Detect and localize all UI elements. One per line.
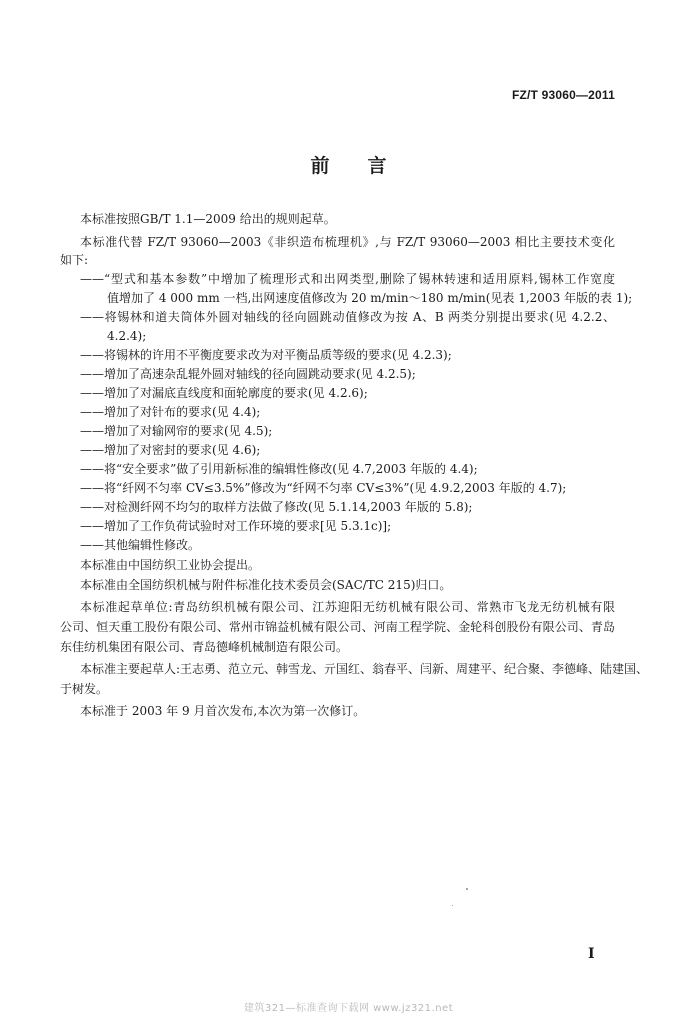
standard-code: FZ/T 93060—2011: [511, 88, 615, 102]
change-item-6: ——增加了对针布的要求(见 4.4);: [80, 405, 261, 419]
paragraph-2-line-1: 本标准代替 FZ/T 93060—2003《非织造布梳理机》,与 FZ/T 93060—2003 相比主要技术变化: [80, 235, 615, 249]
change-item-2-line-1: ——将锡林和道夫筒体外圆对轴线的径向圆跳动值修改为按 A、B 两类分别提出要求(见 4.2.2、: [80, 310, 615, 324]
scan-speck: [466, 888, 468, 890]
drafting-units-line-1: 本标准起草单位:青岛纺织机械有限公司、江苏迎阳无纺机械有限公司、常熟市飞龙无纺机械有限: [80, 600, 615, 614]
paragraph-2-line-2: 如下:: [60, 253, 89, 267]
change-item-7: ——增加了对输网帘的要求(见 4.5);: [80, 424, 273, 438]
watermark-footer[interactable]: 建筑321—标准查询下载网 www.jz321.net: [243, 1003, 454, 1014]
paragraph-proposer: 本标准由中国纺织工业协会提出。: [80, 558, 261, 572]
change-item-11: ——对检测纤网不均匀的取样方法做了修改(见 5.1.14,2003 年版的 5.8);: [80, 500, 473, 514]
page-number: I: [588, 946, 595, 962]
change-item-1-line-2: 值增加了 4 000 mm 一档,出网速度值修改为 20 m/min～180 m/min(见表 1,2003 年版的表 1);: [107, 291, 633, 305]
paragraph-1: 本标准按照GB/T 1.1—2009 给出的规则起草。: [80, 212, 336, 226]
drafters-line-2: 于树发。: [60, 682, 109, 696]
change-item-13: ——其他编辑性修改。: [80, 538, 201, 552]
change-item-2-line-2: 4.2.4);: [107, 329, 147, 343]
change-item-12: ——增加了工作负荷试验时对工作环境的要求[见 5.3.1c)];: [80, 519, 392, 533]
publication-history: 本标准于 2003 年 9 月首次发布,本次为第一次修订。: [80, 704, 366, 718]
change-item-8: ——增加了对密封的要求(见 4.6);: [80, 443, 261, 457]
paragraph-committee: 本标准由全国纺织机械与附件标准化技术委员会(SAC/TC 215)归口。: [80, 578, 452, 592]
change-item-5: ——增加了对漏底直线度和面轮廓度的要求(见 4.2.6);: [80, 386, 368, 400]
page-title: 前言: [310, 155, 425, 177]
change-item-10: ——将“纤网不匀率 CV≤3.5%”修改为“纤网不匀率 CV≤3%”(见 4.9.2,2003 年版的 4.7);: [80, 481, 567, 495]
drafting-units-line-2: 公司、恒天重工股份有限公司、常州市锦益机械有限公司、河南工程学院、金轮科创股份有限公司、青岛: [60, 620, 615, 634]
change-item-9: ——将“安全要求”做了引用新标准的编辑性修改(见 4.7,2003 年版的 4.4);: [80, 462, 478, 476]
change-item-1-line-1: ——“型式和基本参数”中增加了梳理形式和出网类型,删除了锡林转速和适用原料,锡林工作宽度: [80, 272, 615, 286]
drafters-line-1: 本标准主要起草人:王志勇、范立元、韩雪龙、亓国红、翁春平、闫新、周建平、纪合聚、李德峰、陆建国、: [80, 662, 649, 676]
change-item-4: ——增加了高速杂乱辊外圆对轴线的径向圆跳动要求(见 4.2.5);: [80, 367, 416, 381]
scan-speck: [452, 905, 453, 906]
change-item-3: ——将锡林的许用不平衡度要求改为对平衡品质等级的要求(见 4.2.3);: [80, 348, 452, 362]
drafting-units-line-3: 东佳纺机集团有限公司、青岛德峰机械制造有限公司。: [60, 640, 349, 654]
